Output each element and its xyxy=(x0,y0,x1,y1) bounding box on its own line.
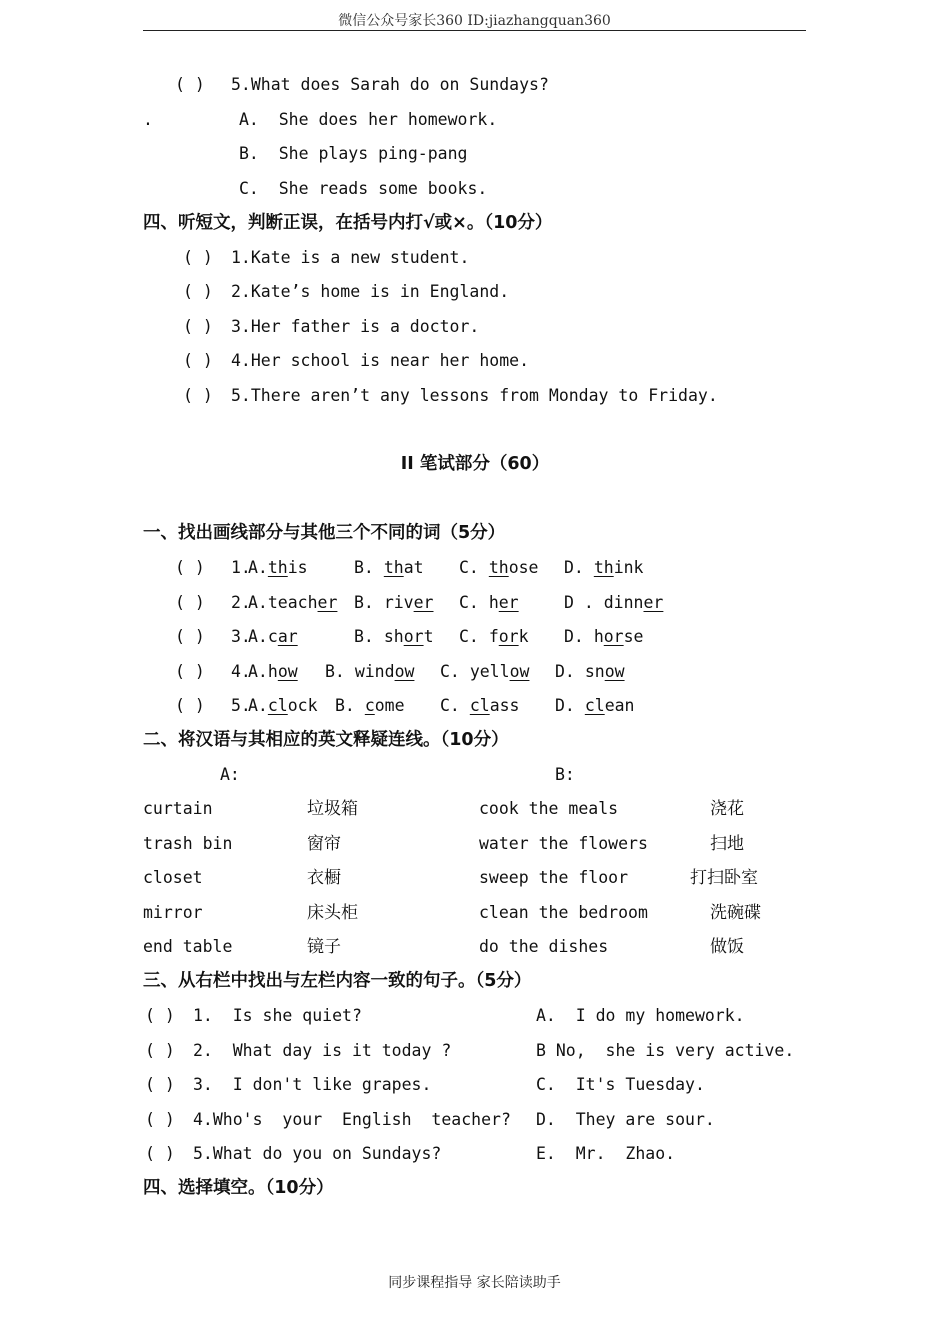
word-option[interactable] xyxy=(248,627,298,647)
word-option[interactable] xyxy=(440,662,529,682)
english-phrase[interactable]: cook the meals xyxy=(479,799,619,818)
word-part: ink xyxy=(613,558,644,577)
word-option[interactable] xyxy=(354,558,424,578)
word-option[interactable] xyxy=(354,627,434,647)
chinese-phrase[interactable]: 打扫卧室 xyxy=(690,868,758,888)
section-heading-3: 三、从右栏中找出与左栏内容一致的句子。（5分） xyxy=(143,971,532,991)
option-label: A. xyxy=(248,662,268,681)
stray-mark: . xyxy=(143,110,153,129)
option-label: B. xyxy=(354,593,374,612)
underlined-letters: cl xyxy=(584,696,605,715)
underlined-letters: ow xyxy=(604,662,625,681)
option-b: B. She plays ping-pang xyxy=(239,144,468,163)
answer-paren[interactable]: ( ) xyxy=(145,1110,175,1129)
chinese-phrase[interactable]: 洗碗碟 xyxy=(710,903,761,923)
option-label: C. xyxy=(440,662,460,681)
underlined-letters: th xyxy=(383,558,404,577)
chinese-word[interactable]: 垃圾箱 xyxy=(307,799,358,819)
right-sentence: C. It's Tuesday. xyxy=(536,1075,705,1094)
left-sentence: 5.What do you on Sundays? xyxy=(193,1144,442,1163)
chinese-word[interactable]: 床头柜 xyxy=(307,903,358,923)
word-option[interactable] xyxy=(248,558,308,578)
chinese-phrase[interactable]: 扫地 xyxy=(710,834,744,854)
word-part: riv xyxy=(383,593,414,612)
page-footer: 同步课程指导 家长陪读助手 xyxy=(388,1275,561,1291)
column-a-label: A: xyxy=(220,765,240,784)
option-c: C. She reads some books. xyxy=(239,179,488,198)
word-part: sh xyxy=(383,627,404,646)
word-part: h xyxy=(488,593,499,612)
section-heading-1: 一、找出画线部分与其他三个不同的词（5分） xyxy=(143,523,506,543)
word-part: k xyxy=(518,627,529,646)
english-phrase[interactable]: water the flowers xyxy=(479,834,648,853)
word-part: f xyxy=(488,627,499,646)
english-phrase[interactable]: clean the bedroom xyxy=(479,903,648,922)
underlined-letters: c xyxy=(364,696,375,715)
question-number: 2. xyxy=(231,593,251,612)
option-label: A. xyxy=(248,558,268,577)
answer-paren[interactable]: ( ) xyxy=(175,627,205,646)
word-part: t xyxy=(423,627,434,646)
underlined-letters: er xyxy=(413,593,434,612)
underlined-letters: cl xyxy=(469,696,490,715)
option-label: D . xyxy=(564,593,594,612)
underlined-letters: ow xyxy=(509,662,530,681)
word-option[interactable] xyxy=(335,696,405,716)
word-part: h xyxy=(267,662,278,681)
option-label: A. xyxy=(248,696,268,715)
word-option[interactable] xyxy=(459,558,539,578)
underlined-letters: er xyxy=(317,593,338,612)
underlined-letters: th xyxy=(593,558,614,577)
option-label: B. xyxy=(354,627,374,646)
option-label: D. xyxy=(564,627,584,646)
word-option[interactable] xyxy=(555,696,635,716)
chinese-phrase[interactable]: 做饭 xyxy=(710,937,744,957)
word-part: yell xyxy=(469,662,510,681)
english-phrase[interactable]: do the dishes xyxy=(479,937,609,956)
chinese-word[interactable]: 衣橱 xyxy=(307,868,341,888)
statement-item: 5.There aren’t any lessons from Monday to Friday. xyxy=(231,386,718,405)
word-option[interactable] xyxy=(354,593,434,613)
answer-paren[interactable]: ( ) xyxy=(175,558,205,577)
underlined-letters: or xyxy=(403,627,424,646)
english-phrase[interactable]: sweep the floor xyxy=(479,868,629,887)
option-label: B. xyxy=(354,558,374,577)
section-heading-2: 二、将汉语与其相应的英文释疑连线。（10分） xyxy=(143,730,509,750)
right-sentence: A. I do my homework. xyxy=(536,1006,745,1025)
answer-paren[interactable]: ( ) xyxy=(175,593,205,612)
option-label: C. xyxy=(459,558,479,577)
answer-paren[interactable]: ( ) xyxy=(183,248,213,267)
word-option[interactable] xyxy=(564,593,663,613)
word-part: wind xyxy=(354,662,395,681)
english-word[interactable]: trash bin xyxy=(143,834,233,853)
word-option[interactable] xyxy=(248,696,318,716)
underlined-letters: ow xyxy=(394,662,415,681)
word-part: se xyxy=(623,627,644,646)
chinese-phrase[interactable]: 浇花 xyxy=(710,799,744,819)
word-option[interactable] xyxy=(325,662,414,682)
underlined-letters: ow xyxy=(277,662,298,681)
underlined-letters: er xyxy=(643,593,664,612)
chinese-word[interactable]: 窗帘 xyxy=(307,834,341,854)
word-option[interactable] xyxy=(564,627,644,647)
statement-item: 3.Her father is a doctor. xyxy=(231,317,480,336)
option-label: A. xyxy=(248,593,268,612)
option-label: A. xyxy=(248,627,268,646)
statement-item: 2.Kate’s home is in England. xyxy=(231,282,510,301)
left-sentence: 2. What day is it today ? xyxy=(193,1041,452,1060)
left-sentence: 3. I don't like grapes. xyxy=(193,1075,432,1094)
option-label: C. xyxy=(459,593,479,612)
question-number: 1. xyxy=(231,558,251,577)
word-part: ome xyxy=(374,696,405,715)
word-part: ean xyxy=(604,696,635,715)
word-part: ock xyxy=(287,696,318,715)
right-sentence: E. Mr. Zhao. xyxy=(536,1144,676,1163)
option-label: D. xyxy=(555,696,575,715)
underlined-letters: th xyxy=(488,558,509,577)
english-word[interactable]: end table xyxy=(143,937,233,956)
question-number: 5. xyxy=(231,696,251,715)
header-rule xyxy=(143,30,806,31)
option-label: C. xyxy=(459,627,479,646)
answer-paren[interactable]: ( ) xyxy=(183,282,213,301)
word-part: teach xyxy=(267,593,318,612)
option-label: D. xyxy=(564,558,584,577)
word-option[interactable] xyxy=(248,662,298,682)
answer-paren[interactable]: ( ) xyxy=(145,1006,175,1025)
word-part: at xyxy=(403,558,424,577)
underlined-letters: or xyxy=(498,627,519,646)
right-sentence: D. They are sour. xyxy=(536,1110,715,1129)
underlined-letters: er xyxy=(498,593,519,612)
left-sentence: 1. Is she quiet? xyxy=(193,1006,362,1025)
option-label: B. xyxy=(325,662,345,681)
page-header: 微信公众号家长360 ID:jiazhangquan360 xyxy=(338,13,611,29)
option-label: C. xyxy=(440,696,460,715)
underlined-letters: ar xyxy=(277,627,298,646)
word-part: dinn xyxy=(603,593,644,612)
answer-paren[interactable]: ( ) xyxy=(175,75,205,94)
option-label: D. xyxy=(555,662,575,681)
word-part: ose xyxy=(508,558,539,577)
english-word[interactable]: closet xyxy=(143,868,203,887)
word-option[interactable] xyxy=(248,593,337,613)
english-word[interactable]: curtain xyxy=(143,799,213,818)
word-option[interactable] xyxy=(564,558,644,578)
option-a: A. She does her homework. xyxy=(239,110,498,129)
word-option[interactable] xyxy=(459,627,529,647)
option-label: B. xyxy=(335,696,355,715)
word-option[interactable] xyxy=(440,696,520,716)
chinese-word[interactable]: 镜子 xyxy=(307,937,341,957)
part-title: II 笔试部分（60） xyxy=(400,454,550,474)
word-part: h xyxy=(593,627,604,646)
answer-paren[interactable]: ( ) xyxy=(183,386,213,405)
answer-paren[interactable]: ( ) xyxy=(175,662,205,681)
word-option[interactable] xyxy=(459,593,519,613)
answer-paren[interactable]: ( ) xyxy=(183,351,213,370)
answer-paren[interactable]: ( ) xyxy=(183,317,213,336)
answer-paren[interactable]: ( ) xyxy=(145,1041,175,1060)
answer-paren[interactable]: ( ) xyxy=(145,1144,175,1163)
question-number: 3. xyxy=(231,627,251,646)
question-text: 5.What does Sarah do on Sundays? xyxy=(231,75,549,94)
section-heading-listening-4: 四、听短文，判断正误，在括号内打√或×。（10分） xyxy=(143,213,553,233)
answer-paren[interactable]: ( ) xyxy=(175,696,205,715)
statement-item: 4.Her school is near her home. xyxy=(231,351,530,370)
word-part: is xyxy=(287,558,308,577)
underlined-letters: th xyxy=(267,558,288,577)
right-sentence: B No, she is very active. xyxy=(536,1041,795,1060)
underlined-letters: or xyxy=(603,627,624,646)
statement-item: 1.Kate is a new student. xyxy=(231,248,470,267)
word-part: sn xyxy=(584,662,605,681)
word-part: ass xyxy=(489,696,520,715)
column-b-label: B: xyxy=(555,765,575,784)
answer-paren[interactable]: ( ) xyxy=(145,1075,175,1094)
section-heading-4: 四、选择填空。（10分） xyxy=(143,1178,334,1198)
word-option[interactable] xyxy=(555,662,625,682)
english-word[interactable]: mirror xyxy=(143,903,203,922)
word-part: c xyxy=(267,627,278,646)
question-number: 4. xyxy=(231,662,251,681)
underlined-letters: cl xyxy=(267,696,288,715)
left-sentence: 4.Who's your English teacher? xyxy=(193,1110,511,1129)
